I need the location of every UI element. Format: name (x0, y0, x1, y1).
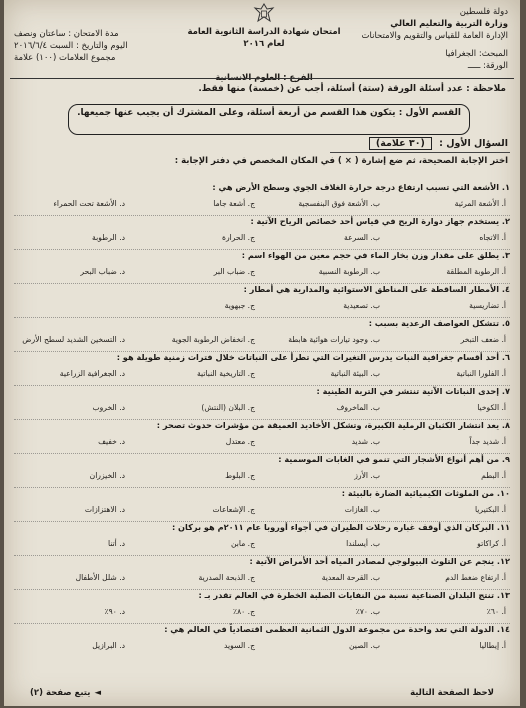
option-d: د. الرطوبة (92, 233, 125, 242)
option-c: ج. مابن (230, 539, 255, 548)
question-item (14, 250, 510, 284)
option-a: أ. ٦٠٪ (486, 607, 506, 616)
option-a: أ. إيطاليا (479, 641, 506, 650)
option-a: أ. الرطوبة المطلقة (446, 267, 506, 276)
option-b: ب. ٧٠٪ (355, 607, 380, 616)
option-a: أ. الاتجاه (479, 233, 506, 242)
section-title: القسم الأول : يتكون هذا القسم من أربعة أسئلة، وعلى المشترك أن يجيب عنها جميعها. (77, 108, 461, 118)
instruction: اختر الإجابة الصحيحة، ثم ضع إشارة ( × ) في المكان المخصص في دفتر الإجابة : (174, 156, 508, 166)
option-a: أ. شديد جداً (469, 437, 506, 446)
header-left-line: اليوم والتاريخ : السبت ٢٠١٦/٦/٤ (14, 41, 128, 51)
title-block (179, 2, 349, 84)
question-stem: ١٠. من الملوثات الكيميائية الضارة بالبيئة : (341, 488, 510, 498)
option-b: ب. الرطوبة النسبية (318, 267, 380, 276)
option-d: د. الأشعة تحت الحمراء (53, 199, 125, 208)
option-d: د. الجغرافية الزراعية (59, 369, 125, 378)
option-a: أ. البكتيريا (474, 505, 506, 514)
question-item (14, 284, 510, 318)
question-stem: ١٣. تنتج البلدان الصناعية نسبة من النفايات الصلبة الخطرة في العالم تقدر بـ : (198, 590, 510, 600)
option-c: ج. الإشعاعات (212, 505, 255, 514)
question-stem: ٢. يستخدم جهاز دوارة الريح في قياس أحد خصائص الرياح الآتية : (250, 216, 510, 226)
option-b: ب. القرحة المعدية (321, 573, 380, 582)
question-item (14, 318, 510, 352)
question-item (14, 624, 510, 658)
exam-branch: الفرع : العلوم الانسانية (215, 73, 313, 83)
question-stem: ١. الأشعة التي تسبب ارتفاع درجة حرارة الغلاف الجوي وسطح الأرض هي : (212, 182, 510, 192)
question-item (14, 386, 510, 420)
option-d: د. الاهتزازات (84, 505, 125, 514)
question-item (14, 488, 510, 522)
header-right-line: الإدارة العامة للقياس والتقويم والامتحانات (361, 31, 508, 41)
option-b: ب. الصين (348, 641, 380, 650)
option-b: ب. شديد (351, 437, 380, 446)
option-a: أ. الأشعة المرئية (454, 199, 506, 208)
option-b: ب. وجود تيارات هوائية هابطة (288, 335, 380, 344)
option-c: ج. السويد (224, 641, 255, 650)
exam-page (4, 0, 520, 706)
option-b: ب. البيئة النباتية (330, 369, 380, 378)
next-page-note: لاحظ الصفحة التالية (410, 688, 494, 698)
question-label: السؤال الأول : (439, 138, 508, 149)
option-c: ج. ضباب البر (213, 267, 255, 276)
question-item (14, 454, 510, 488)
question-stem: ٩. من أهم أنواع الأشجار التي تنمو في الغابات الموسمية : (278, 454, 510, 464)
question-item (14, 556, 510, 590)
option-c: ج. البلان (النتش) (201, 403, 255, 412)
question-stem: ١٤. الدولة التي تعد واحدة من مجموعة الدول الثمانية العظمى اقتصادياً في العالم هي : (164, 624, 510, 634)
question-item (14, 522, 510, 556)
question-stem: ٤. الأمطار الساقطة على المناطق الاستوائية والمدارية هي أمطار : (243, 284, 510, 294)
arrow-left-icon: ◄ (94, 688, 101, 698)
option-c: ج. انخفاض الرطوبة الجوية (171, 335, 255, 344)
question-marks: (٣٠ علامة) (369, 137, 432, 150)
header-left-line: مجموع العلامات (١٠٠) علامة (14, 53, 116, 63)
option-c: ج. الحرارة (221, 233, 255, 242)
question-item (14, 352, 510, 386)
header-left-line: مدة الامتحان : ساعتان ونصف (14, 29, 119, 39)
header-divider (10, 78, 514, 79)
question-stem: ٣. يطلق على مقدار وزن بخار الماء في حجم معين من الهواء اسم : (241, 250, 510, 260)
option-d: د. شلل الأطفال (75, 573, 125, 582)
option-a: أ. الفلورا النباتية (456, 369, 506, 378)
question-item (14, 420, 510, 454)
continued-label: يتبع صفحة (٢) (30, 688, 91, 698)
option-a: أ. كراكاتو (477, 539, 506, 548)
option-a: أ. البطم (481, 471, 506, 480)
option-d: د. الخروب (92, 403, 125, 412)
section-box (68, 104, 470, 135)
option-c: ج. أشعة جاما (213, 199, 255, 208)
question-item (14, 216, 510, 250)
question-item (14, 182, 510, 216)
question-heading (369, 138, 508, 149)
option-b: ب. الأشعة فوق البنفسجية (298, 199, 380, 208)
question-stem: ١٢. ينجم عن التلوث البيولوجي لمصادر المياه أحد الأمراض الآتية : (249, 556, 510, 566)
ministry-block (333, 6, 508, 72)
option-b: ب. السرعة (344, 233, 380, 242)
exam-header (4, 0, 520, 83)
option-a: أ. ضعف التبخر (460, 335, 506, 344)
option-c: ج. الذبحة الصدرية (198, 573, 255, 582)
question-stem: ٦. أحد أقسام جغرافية النبات يدرس التغيرات التي تطرأ على النباتات خلال فترات زمنية طويلة هو : (116, 352, 510, 362)
option-a: أ. ارتفاع ضغط الدم (445, 573, 506, 582)
option-b: ب. الأرز (354, 471, 380, 480)
option-c: ج. البلوط (225, 471, 255, 480)
option-b: ب. تصعيدية (343, 301, 380, 310)
option-d: د. الخيزران (89, 471, 125, 480)
question-stem: ٨. يعد انتشار الكثبان الرملية الكبيرة، وتشكل الأخاديد العميقة من مؤشرات حدوث تصحر : (156, 420, 510, 430)
question-stem: ٧. إحدى النباتات الآتية تنتشر في التربة الطينية : (316, 386, 510, 396)
heading-underline (330, 152, 510, 153)
continued-note (30, 688, 105, 698)
exam-info-block (14, 28, 164, 64)
question-stem: ٥. تتشكل العواصف الرعدية بسبب : (368, 318, 510, 328)
option-d: د. خفيف (98, 437, 125, 446)
option-c: ج. جبهوية (224, 301, 255, 310)
exam-title: امتحان شهادة الدراسة الثانوية العامة لعام ٢٠١٦ (187, 27, 341, 49)
exam-note: ملاحظة : عدد أسئلة الورقة (ستة) أسئلة، أجب عن (خمسة) منها فقط. (198, 84, 506, 94)
option-a: أ. تضاريسية (469, 301, 506, 310)
option-b: ب. الغازات (344, 505, 380, 514)
question-list (14, 182, 510, 658)
question-stem: ١١. البركان الذي أوقف غباره رحلات الطيران في أجواء أوروبا عام ٢٠١١م هو بركان : (171, 522, 510, 532)
header-right-line: دولة فلسطين (459, 7, 508, 17)
option-c: ج. معتدل (225, 437, 255, 446)
option-d: د. ٩٠٪ (104, 607, 125, 616)
eagle-emblem-icon (253, 2, 275, 24)
header-right-line: وزارة التربية والتعليم العالي (390, 19, 508, 29)
option-d: د. أتنا (107, 539, 125, 548)
option-d: د. التسخين الشديد لسطح الأرض (22, 335, 125, 344)
option-c: ج. التاريخية النباتية (196, 369, 255, 378)
option-d: د. البرازيل (92, 641, 125, 650)
question-item (14, 590, 510, 624)
option-a: أ. الكوخيا (477, 403, 506, 412)
option-b: ب. الماخروف (336, 403, 380, 412)
option-c: ج. ٨٠٪ (233, 607, 255, 616)
option-d: د. ضباب البحر (80, 267, 125, 276)
header-right-line: المبحث: الجغرافيا (445, 49, 508, 59)
header-right-line: الورقة: ـــــ (467, 61, 508, 71)
option-b: ب. أيسلندا (346, 539, 380, 548)
